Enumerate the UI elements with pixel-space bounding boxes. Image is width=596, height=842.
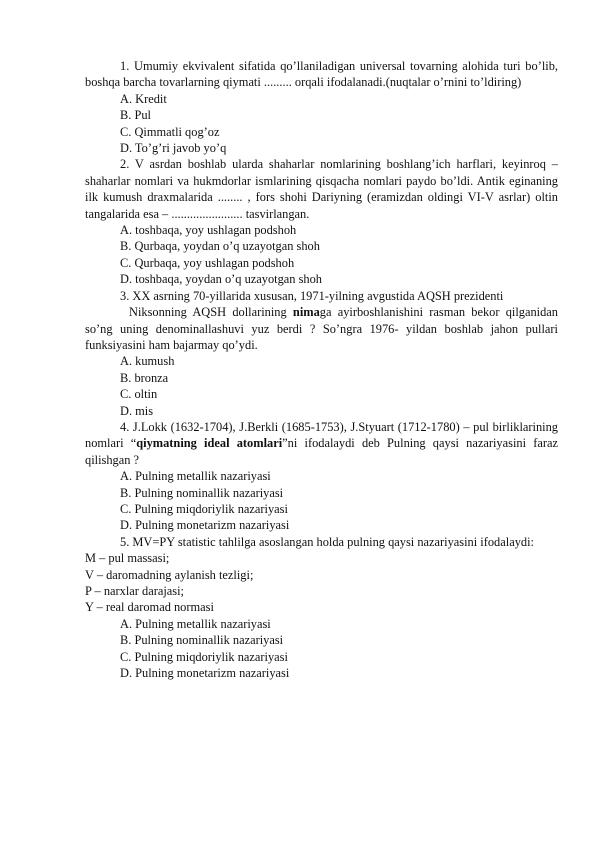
question-5-option-d: D. Pulning monetarizm nazariyasi [120, 666, 290, 681]
question-2-option-b: B. Qurbaqa, yoydan o’q uzayotgan shoh [120, 239, 320, 254]
question-3-option-b: B. bronza [120, 370, 169, 385]
question-5-def-y: Y – real daromad normasi [85, 600, 214, 615]
question-3-option-a: A. kumush [120, 354, 175, 369]
question-1-text: 1. Umumiy ekvivalent sifatida qo’llaniladigan universal tovarning alohida turi bo’lib, boshqa barcha tovarlarning qiymati ......... orqali ifodalanadi.(nuqtalar o’rnini to’ldiring) [85, 59, 558, 90]
question-4-text [85, 419, 558, 468]
question-3-option-c: C. oltin [120, 387, 158, 402]
question-4-text-bold: qiymatning ideal atomlari [136, 436, 283, 451]
question-5-option-b: B. Pulning nominallik nazariyasi [120, 633, 284, 648]
question-3-text-line1: 3. XX asrning 70-yillarida xususan, 1971-yilning avgustida AQSH prezidenti [120, 288, 504, 303]
question-1-option-a: A. Kredit [120, 91, 167, 106]
question-2-option-c: C. Qurbaqa, yoy ushlagan podshoh [120, 255, 295, 270]
question-1-option-b: B. Pul [120, 108, 151, 123]
question-4-option-b: B. Pulning nominallik nazariyasi [120, 485, 284, 500]
question-5-def-p: P – narxlar darajasi; [85, 584, 184, 598]
question-5-text: 5. MV=PY statistic tahlilga asoslangan holda pulning qaysi nazariyasini ifodalaydi: [120, 534, 534, 549]
question-4-option-a: A. Pulning metallik nazariyasi [120, 469, 271, 484]
question-2-option-a: A. toshbaqa, yoy ushlagan podshoh [120, 223, 297, 238]
question-3-text-pre: Niksonning AQSH dollarining [129, 305, 293, 320]
question-5-option-a: A. Pulning metallik nazariyasi [120, 616, 271, 631]
question-3-text-bold: nima [292, 305, 320, 320]
question-5-option-c: C. Pulning miqdoriylik nazariyasi [120, 649, 288, 664]
question-4-option-c: C. Pulning miqdoriylik nazariyasi [120, 501, 288, 516]
question-5-def-m: M – pul massasi; [85, 551, 170, 566]
question-1-option-c: C. Qimmatli qog’oz [120, 124, 220, 139]
question-2-text: 2. V asrdan boshlab ularda shaharlar nomlarining boshlang’ich harflari, keyinroq – shaharlar nomlari va hukmdorlar ismlarining qisqacha nomlari paydo bo’ldi. Antik eginaning ilk kumush draxmalarida ........ , fors shohi Dariyning (eramizdan oldingi VI-V asrlar) oltin tangalarida esa – ....................... tasvirlangan. [85, 157, 558, 221]
question-4-text-post: ”ni ifodalaydi deb Pulning qaysi nazariyasini faraz qilishgan ? [85, 436, 558, 467]
question-3-option-d: D. mis [120, 403, 154, 418]
question-2-option-d: D. toshbaqa, yoydan o’q uzayotgan shoh [120, 272, 322, 287]
question-3-text-post: ga ayirboshlanishini rasman bekor qilganidan so’ng uning denominallashuvi yuz berdi ? So’ngra 1976- yildan boshlab jahon pullari funksiyasini ham bajarmay qo’ydi. [85, 305, 559, 352]
question-1-option-d: D. To’g’ri javob yo’q [120, 141, 227, 156]
question-3-text-line2 [85, 304, 558, 353]
question-4-text-pre: 4. J.Lokk (1632-1704), J.Berkli (1685-1753), J.Styuart (1712-1780) – pul birliklarining nomlari “ [85, 419, 558, 451]
question-5-def-v: V – daromadning aylanish tezligi; [85, 567, 254, 582]
question-4-option-d: D. Pulning monetarizm nazariyasi [120, 518, 290, 533]
